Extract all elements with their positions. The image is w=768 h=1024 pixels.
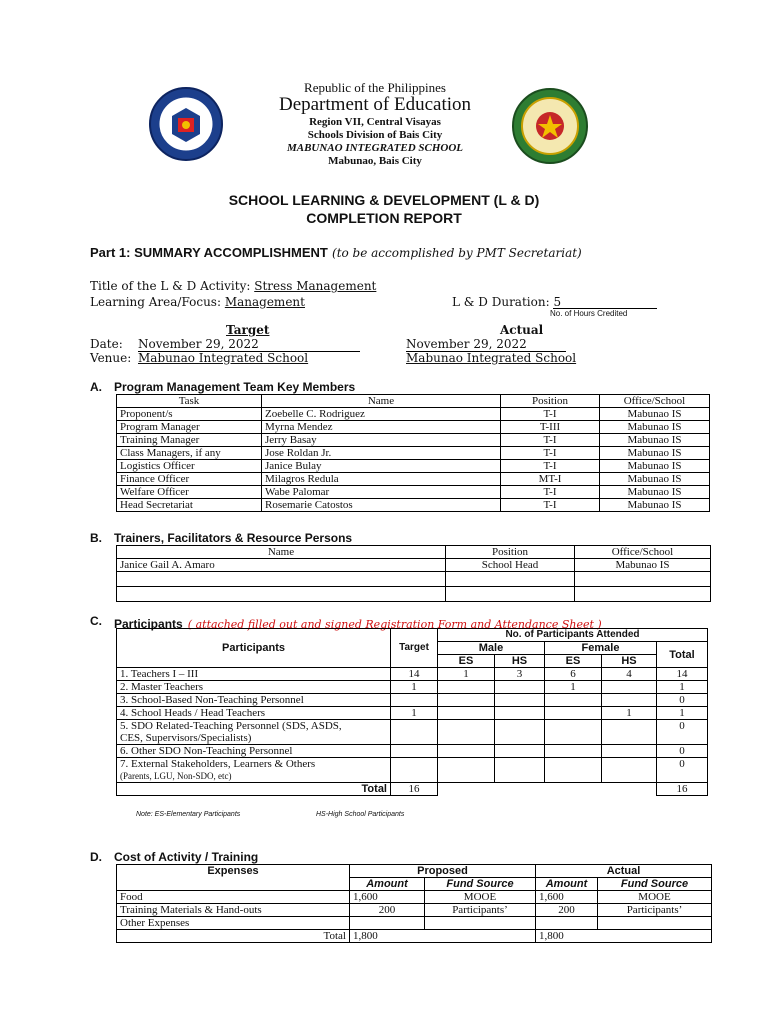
- duration-row: [452, 295, 657, 309]
- table-row: [117, 707, 708, 720]
- cell-male-hs: [495, 707, 545, 720]
- cell-proposed-amount: 200: [350, 904, 425, 917]
- learning-area-row: [90, 295, 305, 309]
- header-division: Schools Division of Bais City: [307, 129, 443, 141]
- cell-total: 0: [657, 694, 708, 707]
- row5-line1: 5. SDO Related-Teaching Personnel (SDS, ASDS,: [120, 720, 342, 732]
- header-location: Mabunao, Bais City: [328, 155, 422, 167]
- cell-actual-amount: 1,600: [536, 891, 598, 904]
- cell-name: Janice Bulay: [262, 460, 501, 473]
- cell-proposed-fund: Participants’: [425, 904, 536, 917]
- table-total-row: [117, 783, 708, 796]
- cell-participant: 2. Master Teachers: [117, 681, 391, 694]
- cell-office: Mabunao IS: [600, 408, 710, 421]
- table-header-row: [117, 546, 711, 559]
- cell-position: School Head: [446, 559, 575, 572]
- footnote-hs: HS-High School Participants: [316, 811, 405, 818]
- cell-female-es: [545, 707, 602, 720]
- header-department: Department of Education: [278, 94, 472, 115]
- cell-female-hs: [602, 681, 657, 694]
- cell-task: Finance Officer: [117, 473, 262, 486]
- total-proposed: 1,800: [350, 930, 536, 943]
- col-participants: Participants: [117, 629, 391, 668]
- cell-actual-amount: [536, 917, 598, 930]
- section-c-title: Participants: [114, 617, 183, 631]
- cell-name: Rosemarie Catostos: [262, 499, 501, 512]
- section-b-letter: B.: [90, 531, 102, 545]
- section-a-title: Program Management Team Key Members: [114, 380, 356, 394]
- cell-position: T-III: [501, 421, 600, 434]
- col-task: Task: [117, 395, 262, 408]
- section-d-title: Cost of Activity / Training: [114, 850, 259, 864]
- total-label: Total: [117, 783, 391, 796]
- cell-female-hs: 1: [602, 707, 657, 720]
- cell-name: Jose Roldan Jr.: [262, 447, 501, 460]
- table-row: [117, 447, 710, 460]
- cell-female-hs: 4: [602, 668, 657, 681]
- cell-task: Logistics Officer: [117, 460, 262, 473]
- part1-heading: [90, 245, 582, 261]
- learning-area-value: Management: [224, 295, 305, 309]
- cell-position: T-I: [501, 408, 600, 421]
- cell-position: [446, 587, 575, 602]
- cell-participant: [117, 720, 391, 745]
- cell-actual-fund: [598, 917, 712, 930]
- cell-female-es: 6: [545, 668, 602, 681]
- duration-label: L & D Duration:: [452, 295, 550, 309]
- cell-office: Mabunao IS: [600, 473, 710, 486]
- section-c-note: ( attached filled out and signed Registration Form and Attendance Sheet ): [187, 618, 602, 631]
- cell-name: Milagros Redula: [262, 473, 501, 486]
- target-venue: Mabunao Integrated School: [138, 351, 309, 365]
- cell-total: 14: [657, 668, 708, 681]
- section-d-letter: D.: [90, 850, 102, 864]
- cell-total: 0: [657, 745, 708, 758]
- cell-name: Wabe Palomar: [262, 486, 501, 499]
- cell-male-hs: 3: [495, 668, 545, 681]
- cell-expense: Food: [117, 891, 350, 904]
- header-republic: Republic of the Philippines: [304, 80, 446, 95]
- col-female-hs: HS: [602, 655, 657, 668]
- cell-task: Welfare Officer: [117, 486, 262, 499]
- section-a-letter: A.: [90, 380, 102, 394]
- header-region: Region VII, Central Visayas: [309, 116, 441, 128]
- table-row: [117, 891, 712, 904]
- cell-target: 14: [391, 668, 438, 681]
- table-row: [117, 559, 711, 572]
- total-total: 16: [657, 783, 708, 796]
- report-title-line2: COMPLETION REPORT: [306, 210, 462, 226]
- cell-participant: [117, 758, 391, 783]
- cell-task: Proponent/s: [117, 408, 262, 421]
- cell-male-es: [438, 694, 495, 707]
- cell-office: Mabunao IS: [600, 499, 710, 512]
- cell-expense: Other Expenses: [117, 917, 350, 930]
- col-position: Position: [446, 546, 575, 559]
- cell-target: 1: [391, 681, 438, 694]
- table-row: [117, 499, 710, 512]
- col-male-hs: HS: [495, 655, 545, 668]
- table-header-row: [117, 395, 710, 408]
- table-row: [117, 681, 708, 694]
- actual-venue: Mabunao Integrated School: [406, 351, 577, 365]
- cell-proposed-amount: 1,600: [350, 891, 425, 904]
- col-actual: Actual: [536, 865, 712, 878]
- actual-label: Actual: [500, 323, 544, 337]
- header-school: MABUNAO INTEGRATED SCHOOL: [286, 142, 464, 154]
- row7-line1: 7. External Stakeholders, Learners & Others: [120, 758, 316, 770]
- cell-office: [575, 572, 711, 587]
- cell-expense: Training Materials & Hand-outs: [117, 904, 350, 917]
- target-label: Target: [226, 323, 270, 337]
- cell-office: Mabunao IS: [575, 559, 711, 572]
- table-row: [117, 758, 708, 783]
- col-female-es: ES: [545, 655, 602, 668]
- col-office: Office/School: [600, 395, 710, 408]
- col-target: Target: [391, 629, 438, 668]
- footnote-es: Note: ES-Elementary Participants: [136, 811, 241, 818]
- cell-name: Zoebelle C. Rodriguez: [262, 408, 501, 421]
- cell-name: Jerry Basay: [262, 434, 501, 447]
- venue-label: Venue:: [90, 351, 132, 365]
- total-actual: 1,800: [536, 930, 712, 943]
- cell-office: [575, 587, 711, 602]
- col-actual-fund: Fund Source: [598, 878, 712, 891]
- cost-table: [116, 864, 712, 943]
- cell-target: [391, 694, 438, 707]
- col-total: Total: [657, 642, 708, 668]
- table-row: [117, 473, 710, 486]
- part1-note: (to be accomplished by PMT Secretariat): [332, 246, 582, 260]
- row5-line2: CES, Supervisors/Specialists): [120, 732, 252, 744]
- duration-value: 5: [553, 296, 657, 309]
- cell-target: 1: [391, 707, 438, 720]
- cell-male-es: [438, 707, 495, 720]
- cell-male-es: [438, 681, 495, 694]
- col-actual-amount: Amount: [536, 878, 598, 891]
- table-row: [117, 408, 710, 421]
- row7-line2: (Parents, LGU, Non-SDO, etc): [120, 771, 232, 781]
- part1-label: Part 1: SUMMARY ACCOMPLISHMENT: [90, 245, 328, 260]
- table-row: [117, 745, 708, 758]
- table-row: [117, 572, 711, 587]
- cell-name: [117, 572, 446, 587]
- cell-proposed-amount: [350, 917, 425, 930]
- activity-title-label: Title of the L & D Activity:: [90, 279, 251, 293]
- participants-table: [116, 628, 708, 796]
- cell-participant: 6. Other SDO Non-Teaching Personnel: [117, 745, 391, 758]
- cell-task: Program Manager: [117, 421, 262, 434]
- cell-actual-fund: Participants’: [598, 904, 712, 917]
- cell-proposed-fund: [425, 917, 536, 930]
- col-proposed: Proposed: [350, 865, 536, 878]
- table-header-row: [117, 865, 712, 878]
- date-label: Date:: [90, 337, 123, 351]
- cell-task: Class Managers, if any: [117, 447, 262, 460]
- actual-date: November 29, 2022: [406, 337, 566, 352]
- table-row: [117, 720, 708, 745]
- cell-position: T-I: [501, 460, 600, 473]
- cell-task: Training Manager: [117, 434, 262, 447]
- table-row: [117, 904, 712, 917]
- cell-actual-amount: 200: [536, 904, 598, 917]
- cell-name: Myrna Mendez: [262, 421, 501, 434]
- table-total-row: [117, 930, 712, 943]
- cell-position: [446, 572, 575, 587]
- cell-total: 0: [657, 758, 708, 783]
- cell-total: 0: [657, 720, 708, 745]
- col-proposed-amount: Amount: [350, 878, 425, 891]
- section-b-title: Trainers, Facilitators & Resource Persons: [114, 531, 353, 545]
- cell-office: Mabunao IS: [600, 434, 710, 447]
- col-name: Name: [262, 395, 501, 408]
- cell-task: Head Secretariat: [117, 499, 262, 512]
- cell-name: Janice Gail A. Amaro: [117, 559, 446, 572]
- cell-female-es: 1: [545, 681, 602, 694]
- cell-position: T-I: [501, 486, 600, 499]
- cell-participant: 4. School Heads / Head Teachers: [117, 707, 391, 720]
- cell-position: T-I: [501, 447, 600, 460]
- table-row: [117, 694, 708, 707]
- cell-male-hs: [495, 694, 545, 707]
- cell-total: 1: [657, 681, 708, 694]
- table-row: [117, 587, 711, 602]
- cell-office: Mabunao IS: [600, 421, 710, 434]
- table-header-row: [117, 629, 708, 642]
- cell-office: Mabunao IS: [600, 486, 710, 499]
- table-row: [117, 668, 708, 681]
- target-date: November 29, 2022: [138, 337, 360, 352]
- report-title-line1: SCHOOL LEARNING & DEVELOPMENT (L & D): [228, 192, 540, 208]
- col-male: Male: [438, 642, 545, 655]
- cell-proposed-fund: MOOE: [425, 891, 536, 904]
- cell-total: 1: [657, 707, 708, 720]
- cell-participant: 3. School-Based Non-Teaching Personnel: [117, 694, 391, 707]
- total-target: 16: [391, 783, 438, 796]
- col-expenses: Expenses: [117, 865, 350, 891]
- total-label: Total: [117, 930, 350, 943]
- cell-male-hs: [495, 681, 545, 694]
- cell-position: MT-I: [501, 473, 600, 486]
- table-row: [117, 434, 710, 447]
- cell-office: Mabunao IS: [600, 460, 710, 473]
- cell-female-hs: [602, 694, 657, 707]
- cell-female-es: [545, 694, 602, 707]
- cell-position: T-I: [501, 499, 600, 512]
- col-name: Name: [117, 546, 446, 559]
- activity-title-row: [90, 279, 376, 293]
- col-attended: No. of Participants Attended: [438, 629, 708, 642]
- duration-note: No. of Hours Credited: [550, 309, 628, 318]
- cell-office: Mabunao IS: [600, 447, 710, 460]
- activity-title-value: Stress Management: [254, 279, 377, 293]
- table-row: [117, 917, 712, 930]
- col-office: Office/School: [575, 546, 711, 559]
- cell-name: [117, 587, 446, 602]
- cell-participant: 1. Teachers I – III: [117, 668, 391, 681]
- table-row: [117, 421, 710, 434]
- cell-actual-fund: MOOE: [598, 891, 712, 904]
- pmt-members-table: [116, 394, 710, 512]
- table-row: [117, 486, 710, 499]
- trainers-table: [116, 545, 711, 602]
- cell-male-es: 1: [438, 668, 495, 681]
- section-c-letter: C.: [90, 614, 102, 628]
- cell-position: T-I: [501, 434, 600, 447]
- col-proposed-fund: Fund Source: [425, 878, 536, 891]
- col-female: Female: [545, 642, 657, 655]
- col-position: Position: [501, 395, 600, 408]
- table-row: [117, 460, 710, 473]
- learning-area-label: Learning Area/Focus:: [90, 295, 221, 309]
- col-male-es: ES: [438, 655, 495, 668]
